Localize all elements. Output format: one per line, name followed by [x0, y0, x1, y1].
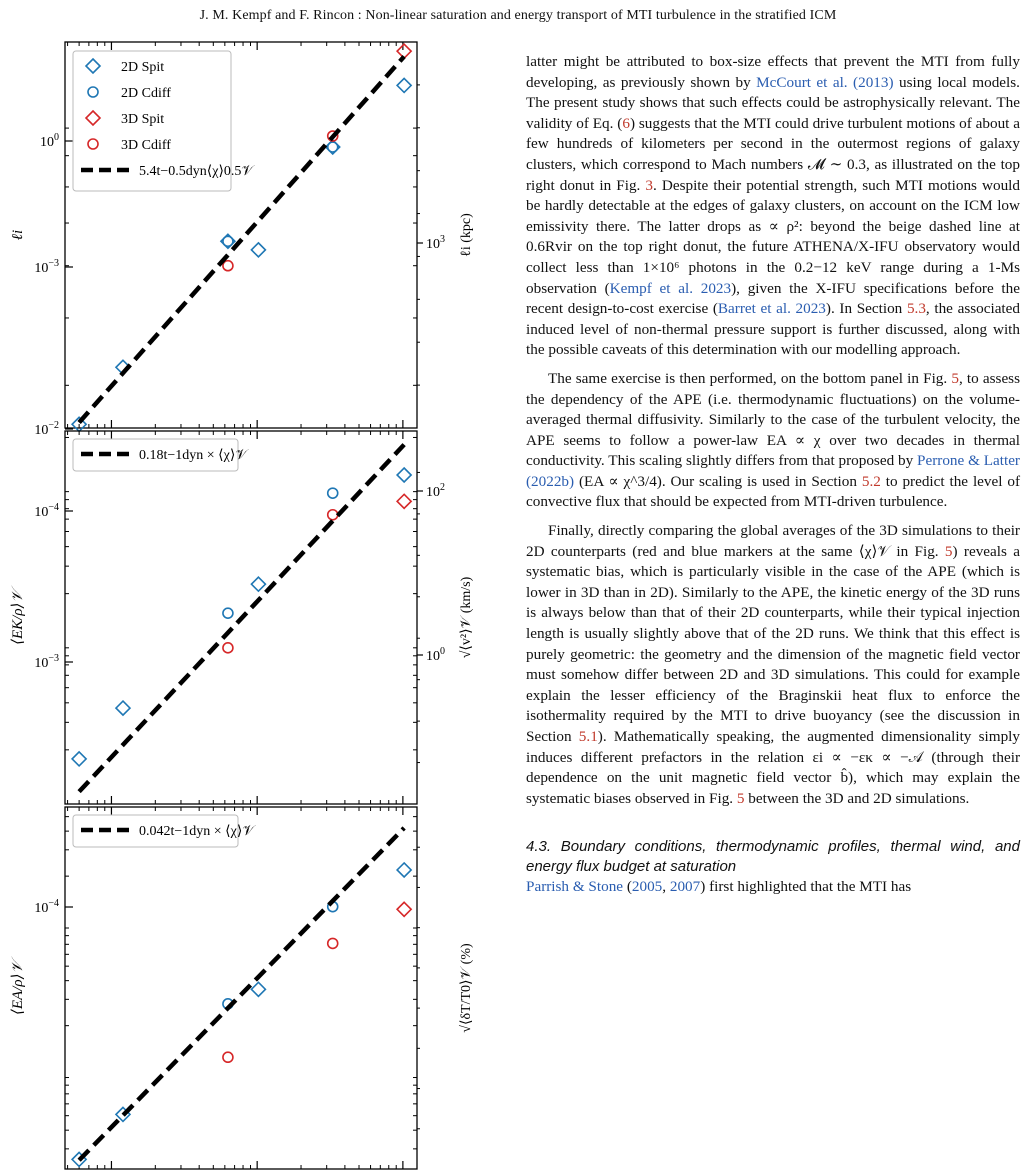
data-point-diamond [397, 494, 411, 508]
citation-link[interactable]: McCourt et al. (2013) [756, 73, 894, 91]
data-point-circle [328, 488, 338, 498]
data-point-circle [328, 510, 338, 520]
legend-label: 3D Spit [121, 112, 165, 127]
legend-label: 5.4t−0.5dyn⟨χ⟩0.5𝒱 [139, 164, 254, 179]
paragraph: Parrish & Stone (2005, 2007) first highlighted that the MTI has [526, 878, 912, 896]
right-tick-label: $10^3$ [426, 234, 445, 252]
cross-reference-link[interactable]: 3 [645, 176, 653, 194]
cross-reference-link[interactable]: 6 [622, 114, 630, 132]
right-axis-label: √⟨v²⟩𝒱 (km/s) [459, 576, 474, 659]
section-number: 4.3. [526, 838, 552, 856]
right-tick-label: $10^0$ [426, 646, 445, 664]
data-point-diamond [397, 44, 411, 58]
legend [73, 51, 255, 191]
section-heading [526, 837, 1020, 877]
y-axis-label: ℓi [10, 229, 26, 241]
data-point-diamond [116, 701, 130, 715]
paragraph: Finally, directly comparing the global averages of the 3D simulations to their 2D counterparts (red and blue markers at the same ⟨χ⟩𝒱 in Fig. 5) reveals a systematic bias, which is particularly visible in the case of the APE (which is lower in 3D than in 2D). Similarly to the APE, the kinetic energy of the 3D runs is always below than that of their 2D counterparts, while their typical injection length is usually slightly above that of the 2D runs. We think that this effect is purely geometric: the geometry and the dimension of the magnetic field vector must somehow differ between 2D and 3D simulations. This could for example explain the lesser efficiency of the Braginskii heat flux to enforce the isothermality required by the MTI to drive buoyancy (see the discussion in Section 5.1). Mathematically speaking, the augmented dimensionality simply induces different prefactors in the relation εi ∝ −εκ ∝ −𝒜 (through their dependence on the unit magnetic field vector b̂), which may explain the systematic biases observed in Fig. 5 between the 3D and 2D simulations. [526, 522, 1020, 807]
citation-link[interactable]: Barret et al. 2023 [717, 300, 826, 318]
data-point-diamond [397, 78, 411, 92]
citation-link[interactable]: Parrish & Stone [526, 878, 624, 896]
fit-line [79, 445, 404, 792]
citation-link[interactable]: Perrone & Latter (2022b) [526, 452, 1020, 490]
y-axis-label: ⟨EA/ρ⟩𝒱 [10, 961, 26, 1015]
right-tick-label: $10^2$ [426, 482, 445, 500]
citation-link[interactable]: 2005 [631, 878, 663, 896]
right-axis-label: √⟨δT/T0⟩𝒱 (%) [459, 943, 474, 1033]
figure-5 [0, 30, 520, 1174]
y-tick-label: $10^{-4}$ [34, 898, 59, 916]
data-point-diamond [397, 468, 411, 482]
text-column [526, 52, 1020, 898]
cross-reference-link[interactable]: 5.3 [906, 300, 926, 318]
data-point-circle [328, 938, 338, 948]
cross-reference-link[interactable]: 5.2 [861, 472, 881, 490]
data-point-circle [223, 1052, 233, 1062]
fit-line [79, 828, 404, 1160]
legend-label: 2D Spit [121, 60, 165, 75]
y-tick-label: $10^{-3}$ [34, 258, 59, 276]
citation-link[interactable]: Kempf et al. 2023 [609, 279, 732, 297]
y-tick-label: $10^{-2}$ [34, 420, 59, 438]
legend-label: 0.18t−1dyn × ⟨χ⟩𝒱 [139, 448, 247, 463]
y-tick-label: $10^0$ [40, 132, 59, 150]
data-point-circle [223, 643, 233, 653]
data-point-diamond [397, 902, 411, 916]
data-point-diamond [397, 863, 411, 877]
citation-link[interactable]: 2007 [669, 878, 701, 896]
data-point-diamond [251, 577, 265, 591]
plot-frame [65, 807, 417, 1169]
data-point-circle [223, 608, 233, 618]
data-point-diamond [72, 752, 86, 766]
y-tick-label: $10^{-4}$ [34, 502, 59, 520]
y-axis-label: ⟨EK/ρ⟩𝒱 [10, 590, 26, 645]
legend [73, 439, 249, 471]
cross-reference-link[interactable]: 5 [951, 369, 959, 387]
page-header: J. M. Kempf and F. Rincon : Non-linear saturation and energy transport of MTI turbulence in the stratified ICM [199, 8, 837, 23]
legend-label: 0.042t−1dyn × ⟨χ⟩𝒱 [139, 824, 254, 839]
cross-reference-link[interactable]: 5 [736, 789, 745, 807]
data-point-circle [328, 142, 338, 152]
section-title: Boundary conditions, thermodynamic profiles, thermal wind, and energy flux budget at saturation [526, 838, 1020, 876]
data-point-diamond [251, 982, 265, 996]
legend-label: 3D Cdiff [121, 138, 171, 153]
paragraph: latter might be attributed to box-size effects that prevent the MTI from fully developing, as previously shown by McCourt et al. (2013) using local models. The present study shows that such effects could be astrophysically relevant. The validity of Eq. (6) suggests that the MTI could drive turbulent motions of about a few hundreds of kilometers per second in the outermost regions of galaxy clusters, which correspond to Mach numbers 𝓜 ∼ 0.3, as illustrated on the top right donut in Fig. 3. Despite their potential strength, such MTI motions would be hardly detectable at the edges of galaxy clusters, on account on the ICM low emissivity there. The latter drops as ∝ ρ²: beyond the beige dashed line at 0.6Rvir on the top right donut, the future ATHENA/X-IFU observatory would collect less than 1×10⁶ photons in the 0.2−12 keV range during a 1-Ms observation (Kempf et al. 2023), given the X-IFU specifications before the recent design-to-cost exercise (Barret et al. 2023). In Section 5.3, the associated induced level of non-thermal pressure support is further discussed, along with the possible caveats of this determination with our modelling approach. [526, 53, 1021, 359]
cross-reference-link[interactable]: 5 [944, 542, 953, 560]
data-point-diamond [251, 243, 265, 257]
y-tick-label: $10^{-3}$ [34, 653, 59, 671]
legend [73, 815, 256, 847]
panel-1 [10, 42, 474, 431]
paragraph: The same exercise is then performed, on the bottom panel in Fig. 5, to assess the dependency of the APE (i.e. thermodynamic fluctuations) on the volume-averaged thermal diffusivity. Similarly to the case of the turbulent velocity, the APE seems to follow a power-law EA ∝ χ over two decades in thermal conductivity. This scaling slightly differs from that proposed by Perrone & Latter (2022b) (EA ∝ χ^3/4). Our scaling is used in Section 5.2 to predict the level of convective flux that should be expected from MTI-driven turbulence. [526, 369, 1021, 511]
right-axis-label: ℓi (kpc) [459, 213, 474, 257]
cross-reference-link[interactable]: 5.1 [578, 728, 598, 745]
legend-label: 2D Cdiff [121, 86, 171, 101]
panel-3 [10, 258, 474, 1169]
data-point-circle [223, 236, 233, 246]
